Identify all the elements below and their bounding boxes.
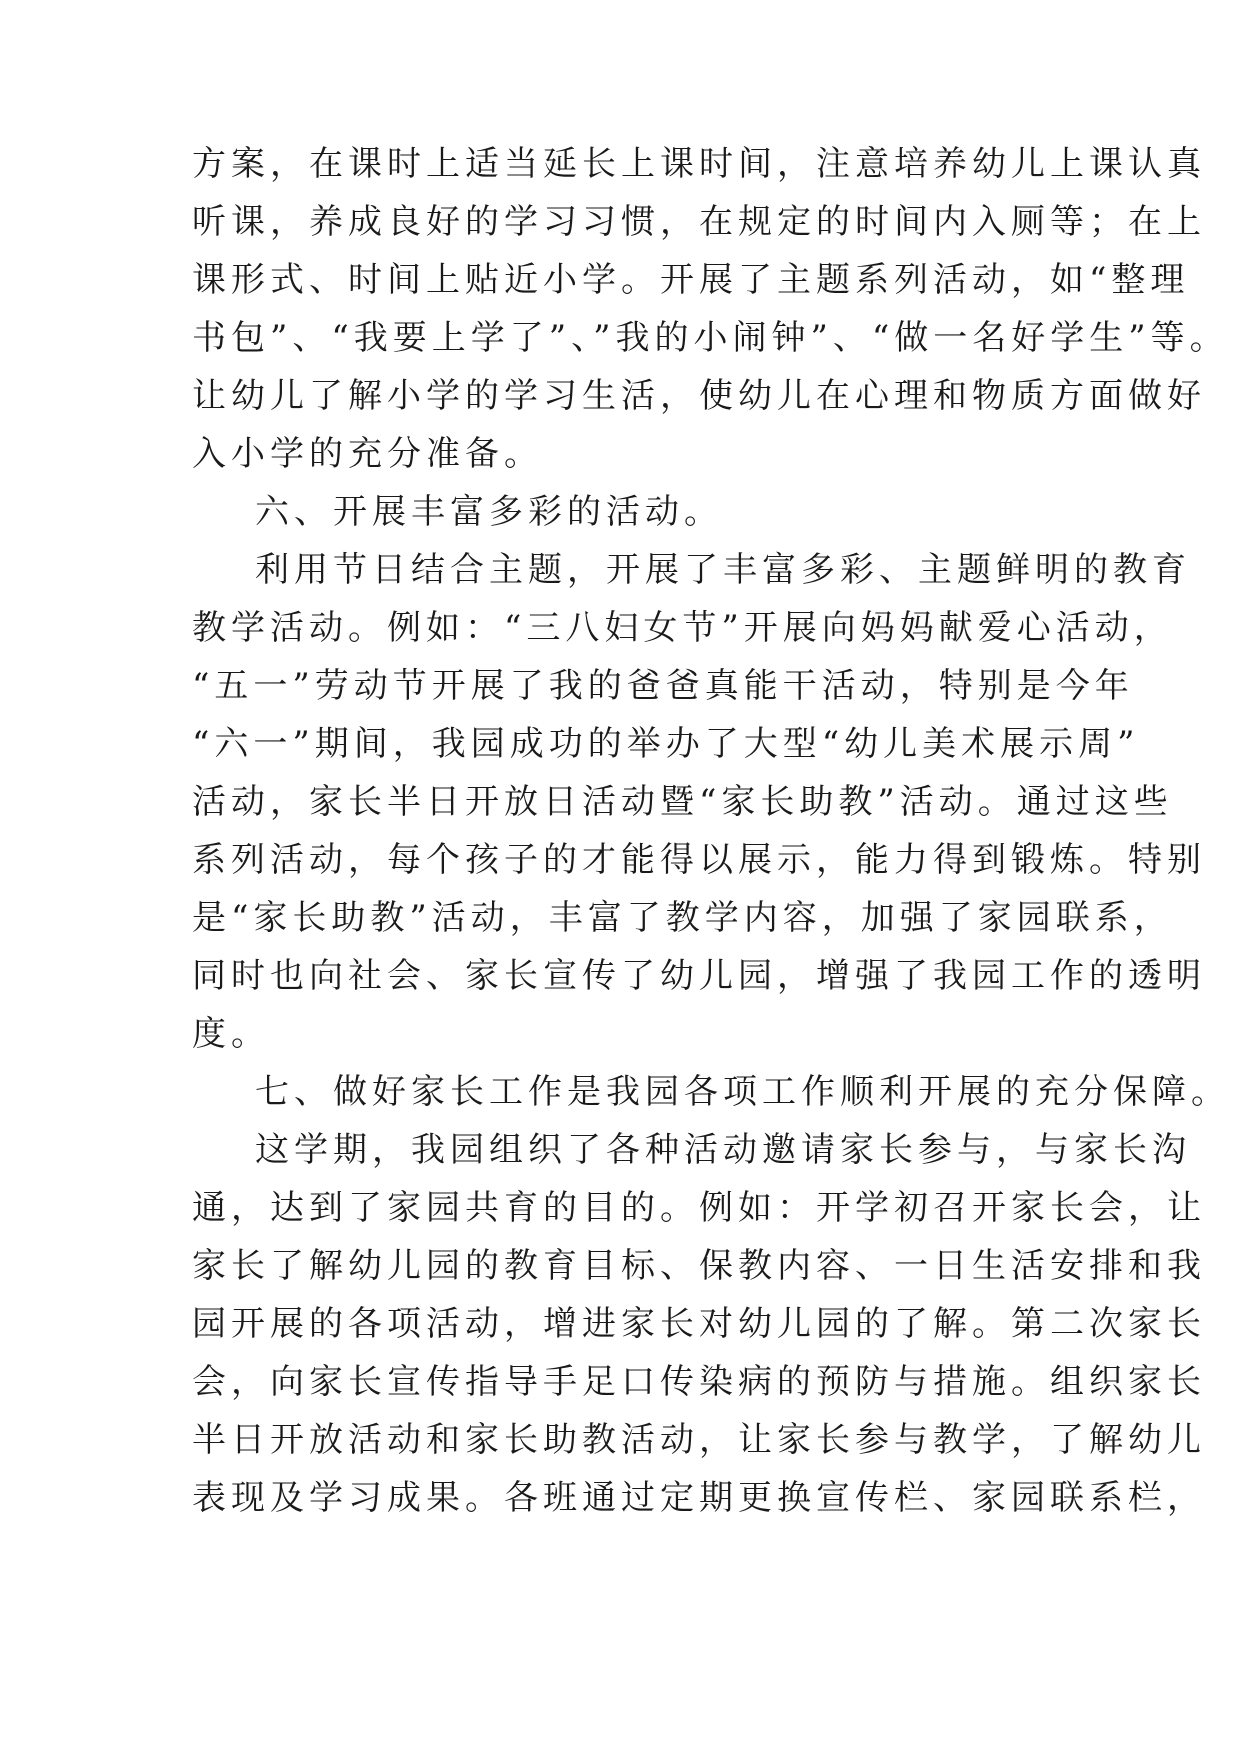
text-line: 书包”、“我要上学了”、”我的小闹钟”、“做一名好学生”等。 [192,318,1229,358]
text-line: 活动，家长半日开放日活动暨“家长助教”活动。通过这些 [192,782,1173,822]
text-line: 课形式、时间上贴近小学。开展了主题系列活动，如“整理 [192,260,1190,300]
text-line: 让幼儿了解小学的学习生活，使幼儿在心理和物质方面做好 [192,376,1206,416]
text-line: 系列活动，每个孩子的才能得以展示，能力得到锻炼。特别 [192,840,1206,880]
text-line: 方案，在课时上适当延长上课时间，注意培养幼儿上课认真 [192,144,1206,184]
text-line: 度。 [192,1014,270,1054]
text-line: “六一”期间，我园成功的举办了大型“幼儿美术展示周” [192,724,1140,764]
section-heading: 六、开展丰富多彩的活动。 [255,492,723,532]
text-line: 半日开放活动和家长助教活动，让家长参与教学，了解幼儿 [192,1420,1206,1460]
text-line: 教学活动。例如：“三八妇女节”开展向妈妈献爱心活动， [192,608,1173,648]
text-line: 这学期，我园组织了各种活动邀请家长参与，与家长沟 [255,1130,1191,1170]
text-line: 园开展的各项活动，增进家长对幼儿园的了解。第二次家长 [192,1304,1206,1344]
text-line: 表现及学习成果。各班通过定期更换宣传栏、家园联系栏， [192,1478,1206,1518]
text-line: “五一”劳动节开展了我的爸爸真能干活动，特别是今年 [192,666,1134,706]
text-line: 入小学的充分准备。 [192,434,543,474]
text-line: 利用节日结合主题，开展了丰富多彩、主题鲜明的教育 [255,550,1191,590]
text-line: 通，达到了家园共育的目的。例如：开学初召开家长会，让 [192,1188,1206,1228]
section-heading: 七、做好家长工作是我园各项工作顺利开展的充分保障。 [255,1072,1230,1112]
text-line: 会，向家长宣传指导手足口传染病的预防与措施。组织家长 [192,1362,1206,1402]
text-line: 是“家长助教”活动，丰富了教学内容，加强了家园联系， [192,898,1173,938]
text-line: 听课，养成良好的学习习惯，在规定的时间内入厕等；在上 [192,202,1206,242]
text-line: 家长了解幼儿园的教育目标、保教内容、一日生活安排和我 [192,1246,1206,1286]
text-line: 同时也向社会、家长宣传了幼儿园，增强了我园工作的透明 [192,956,1206,996]
